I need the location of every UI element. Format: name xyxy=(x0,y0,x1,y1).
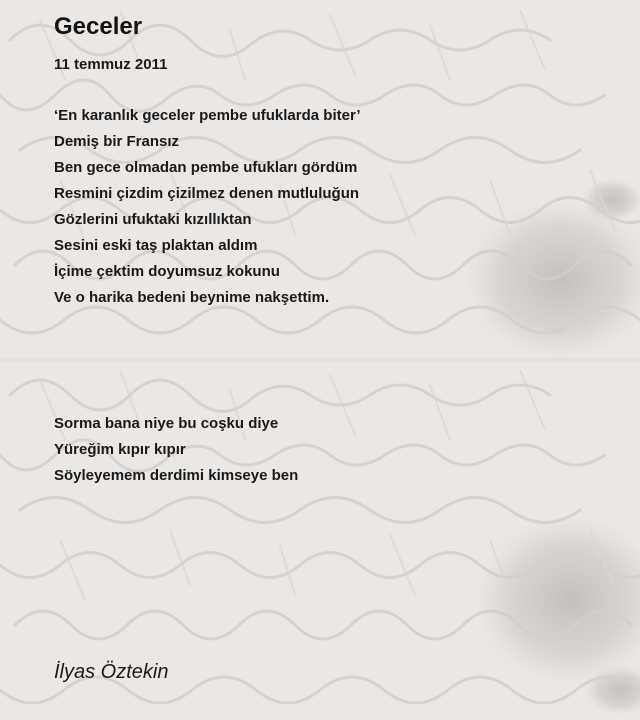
poem-line: Yüreğim kıpır kıpır xyxy=(54,441,186,458)
poem-author: İlyas Öztekin xyxy=(54,661,169,683)
stanza-1 xyxy=(54,103,361,311)
poem-line: İçime çektim doyumsuz kokunu xyxy=(54,263,280,280)
poem-date: 11 temmuz 2011 xyxy=(54,56,168,73)
poem-line: Sorma bana niye bu coşku diye xyxy=(54,415,279,432)
poem-line: Söyleyemem derdimi kimseye ben xyxy=(54,467,299,484)
poem-line: Demiş bir Fransız xyxy=(54,133,180,150)
poem-line: Gözlerini ufuktaki kızıllıktan xyxy=(54,211,252,228)
poem-line: Resmini çizdim çizilmez denen mutluluğun xyxy=(54,185,360,202)
poem-line: Sesini eski taş plaktan aldım xyxy=(54,237,258,254)
poem-line: Ben gece olmadan pembe ufukları gördüm xyxy=(54,159,358,176)
stanza-2 xyxy=(54,411,298,489)
poem-title: Geceler xyxy=(54,13,143,40)
poem-line: ‘En karanlık geceler pembe ufuklarda biter’ xyxy=(54,107,361,124)
ink-stain-bottom xyxy=(475,515,640,685)
poem-line: Ve o harika bedeni beynime nakşettim. xyxy=(54,289,330,306)
